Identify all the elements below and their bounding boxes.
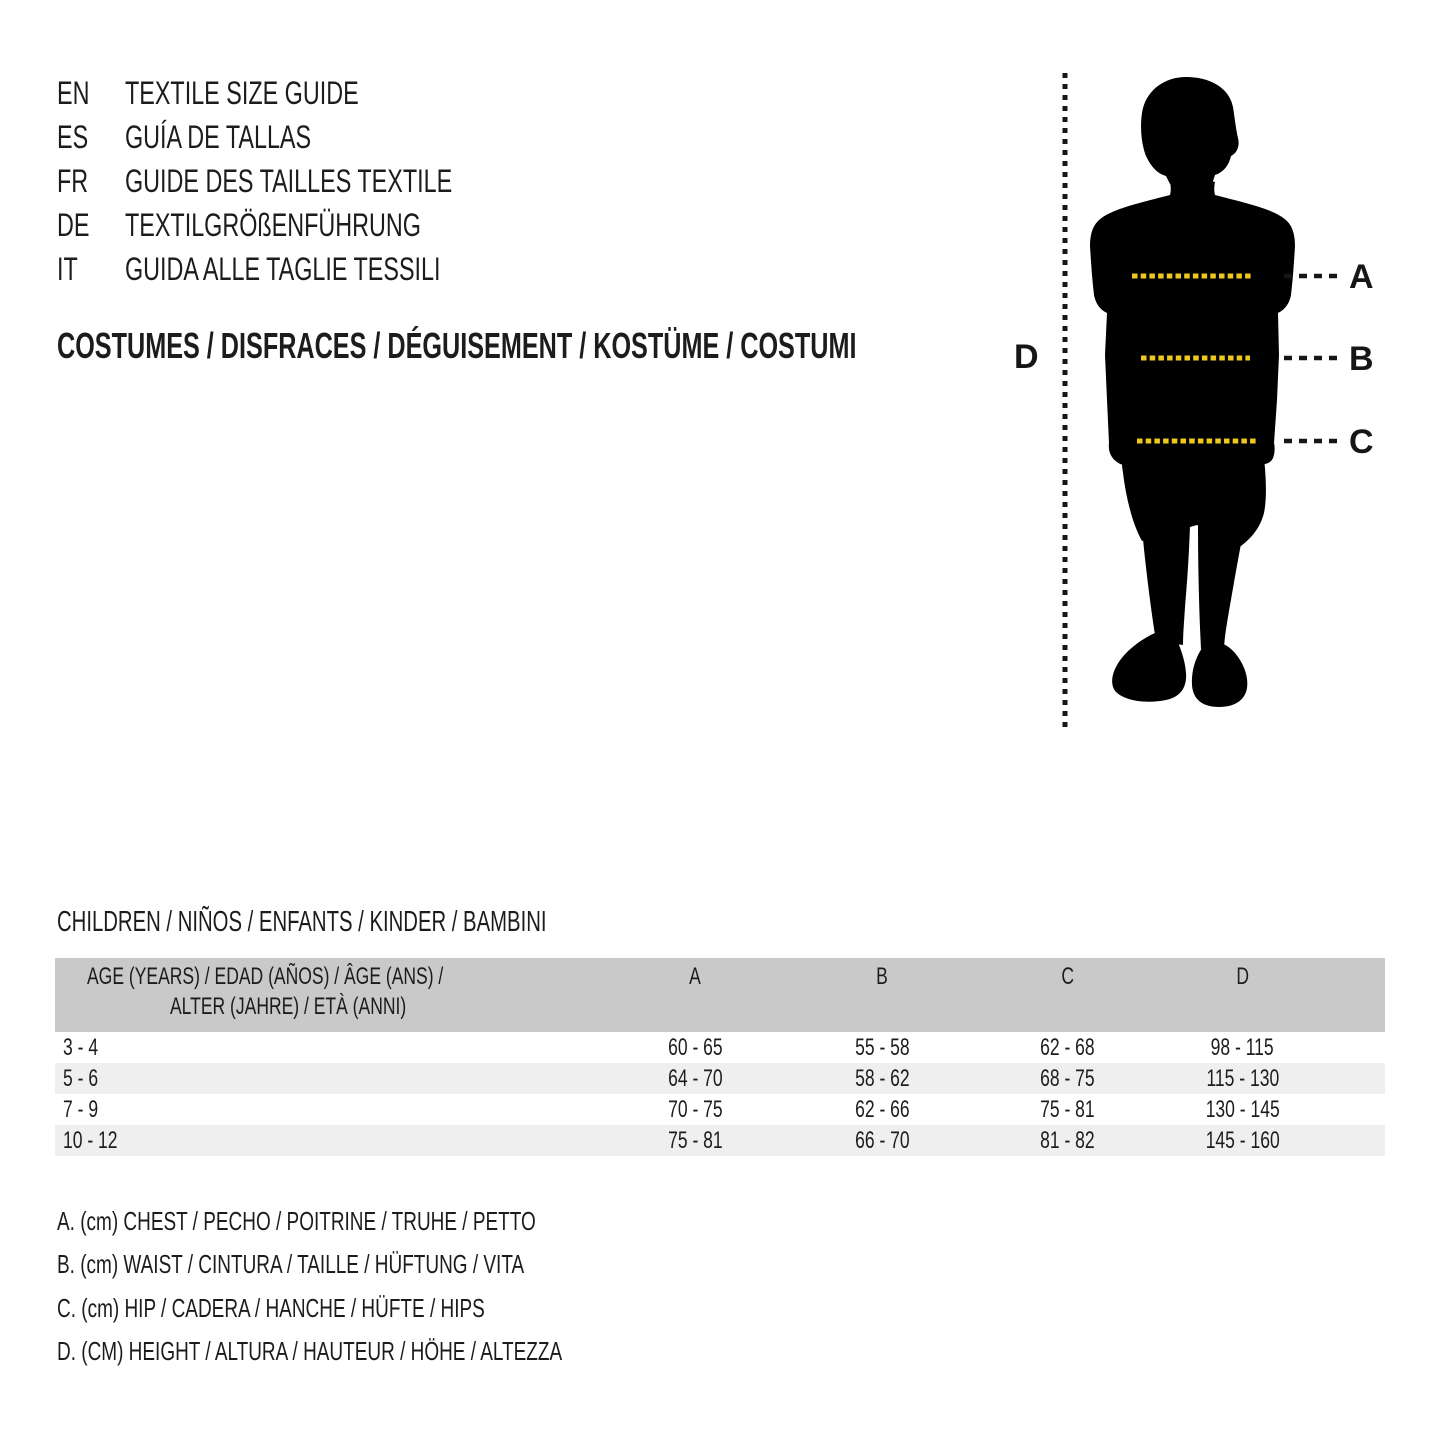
age-cell: 7 - 9 bbox=[63, 1095, 99, 1123]
measure-label-c: C bbox=[1349, 423, 1374, 461]
language-title: TEXTILE SIZE GUIDE bbox=[125, 75, 359, 111]
legend-waist: B. (cm) WAIST / CINTURA / TAILLE / HÜFTUNG / VITA bbox=[57, 1249, 525, 1280]
measure-label-b: B bbox=[1349, 340, 1374, 378]
hip-cell: 62 - 68 bbox=[1040, 1033, 1095, 1061]
column-header-b: B bbox=[876, 963, 889, 990]
age-column-header bbox=[55, 958, 600, 1032]
table-section-title bbox=[57, 904, 756, 940]
age-header-line2: ALTER (JAHRE) / ETÀ (ANNI) bbox=[169, 993, 406, 1020]
size-table-row bbox=[55, 1125, 1385, 1156]
chest-cell: 60 - 65 bbox=[667, 1033, 723, 1061]
height-cell: 115 - 130 bbox=[1206, 1064, 1279, 1092]
silhouette-body bbox=[1090, 178, 1295, 465]
spacer-cell bbox=[1325, 1125, 1385, 1156]
size-table-header-row bbox=[55, 958, 1385, 1032]
spacer-cell bbox=[1325, 1063, 1385, 1094]
child-silhouette bbox=[1090, 77, 1295, 707]
hip-cell: 75 - 81 bbox=[1040, 1095, 1095, 1123]
age-header-line1: AGE (YEARS) / EDAD (AÑOS) / ÂGE (ANS) / bbox=[87, 963, 444, 990]
waist-cell: 55 - 58 bbox=[855, 1033, 910, 1061]
measurement-diagram bbox=[1000, 55, 1445, 735]
size-table-row bbox=[55, 1094, 1385, 1125]
age-cell: 5 - 6 bbox=[63, 1064, 99, 1092]
silhouette-right-leg bbox=[1198, 525, 1241, 651]
measure-label-a: A bbox=[1349, 258, 1374, 296]
size-table-row bbox=[55, 1032, 1385, 1063]
size-table bbox=[55, 958, 1385, 1156]
hip-cell: 81 - 82 bbox=[1040, 1126, 1095, 1154]
waist-cell: 62 - 66 bbox=[855, 1095, 910, 1123]
language-code: ES bbox=[57, 119, 89, 155]
silhouette-left-shoe bbox=[1112, 631, 1186, 702]
spacer-cell bbox=[1325, 1032, 1385, 1063]
language-title: GUIDA ALLE TAGLIE TESSILI bbox=[125, 251, 441, 287]
category-title: COSTUMES / DISFRACES / DÉGUISEMENT / KOSTÜME / COSTUMI bbox=[57, 325, 857, 366]
silhouette-left-leg bbox=[1143, 526, 1190, 645]
language-code: IT bbox=[57, 251, 78, 287]
silhouette-shorts bbox=[1121, 438, 1266, 546]
language-code: FR bbox=[57, 163, 89, 199]
table-section-title-text: CHILDREN / NIÑOS / ENFANTS / KINDER / BAMBINI bbox=[57, 906, 547, 938]
silhouette-right-shoe bbox=[1192, 641, 1247, 707]
age-cell: 10 - 12 bbox=[63, 1126, 118, 1154]
column-header-d: D bbox=[1236, 963, 1249, 990]
chest-cell: 70 - 75 bbox=[667, 1095, 723, 1123]
measure-label-d: D bbox=[1014, 338, 1039, 376]
spacer-cell bbox=[1325, 1094, 1385, 1125]
column-header-a: A bbox=[689, 963, 701, 990]
hip-cell: 68 - 75 bbox=[1040, 1064, 1095, 1092]
measurement-legend bbox=[57, 1200, 749, 1373]
age-cell: 3 - 4 bbox=[63, 1033, 99, 1061]
waist-cell: 58 - 62 bbox=[855, 1064, 910, 1092]
legend-chest: A. (cm) CHEST / PECHO / POITRINE / TRUHE / PETTO bbox=[57, 1206, 536, 1236]
chest-cell: 64 - 70 bbox=[667, 1064, 723, 1092]
language-code: DE bbox=[57, 207, 90, 243]
legend-height: D. (CM) HEIGHT / ALTURA / HAUTEUR / HÖHE / ALTEZZA bbox=[57, 1335, 563, 1366]
column-header-spacer bbox=[1325, 958, 1385, 1032]
column-header-c: C bbox=[1061, 963, 1074, 990]
chest-cell: 75 - 81 bbox=[667, 1126, 723, 1154]
size-table-row bbox=[55, 1063, 1385, 1094]
language-title: TEXTILGRÖßENFÜHRUNG bbox=[125, 207, 421, 243]
language-title: GUIDE DES TAILLES TEXTILE bbox=[125, 163, 453, 199]
height-cell: 98 - 115 bbox=[1210, 1033, 1274, 1061]
height-cell: 130 - 145 bbox=[1205, 1095, 1280, 1123]
language-title: GUÍA DE TALLAS bbox=[125, 119, 312, 155]
height-cell: 145 - 160 bbox=[1205, 1126, 1280, 1154]
silhouette-head bbox=[1141, 77, 1239, 184]
waist-cell: 66 - 70 bbox=[855, 1126, 910, 1154]
language-code: EN bbox=[57, 75, 90, 111]
legend-hip: C. (cm) HIP / CADERA / HANCHE / HÜFTE / HIPS bbox=[57, 1292, 485, 1323]
